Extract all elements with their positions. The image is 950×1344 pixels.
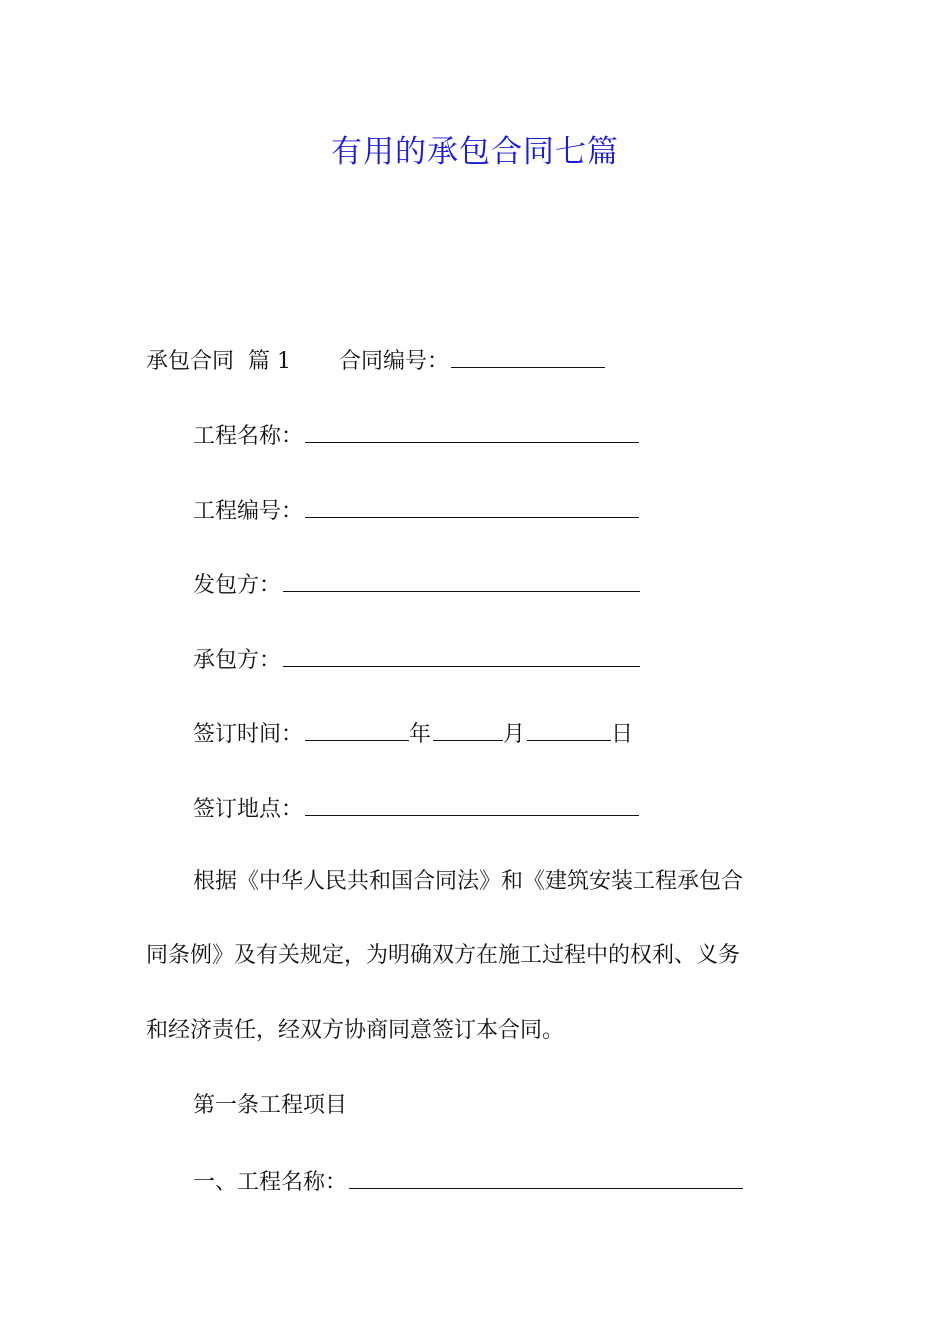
contractor-label: 承包方： xyxy=(193,648,282,673)
contractor-line xyxy=(193,642,640,677)
year-blank xyxy=(305,716,409,741)
sign-place-blank xyxy=(305,791,639,816)
project-no-blank xyxy=(305,493,639,518)
article-1-heading: 第一条工程项目 xyxy=(193,1093,348,1118)
year-label: 年 xyxy=(409,722,432,747)
issuer-label: 发包方： xyxy=(193,573,282,598)
project-no-label: 工程编号： xyxy=(193,499,304,524)
contract-header-line xyxy=(146,343,605,378)
part-label: 篇 1 xyxy=(248,349,292,374)
document-title: 有用的承包合同七篇 xyxy=(331,134,619,170)
body-line-2: 同条例》及有关规定，为明确双方在施工过程中的权利、义务 xyxy=(146,943,741,968)
sign-place-line xyxy=(193,791,639,826)
day-label: 日 xyxy=(611,722,634,747)
article-1-item-1-blank xyxy=(349,1164,743,1189)
sign-time-line xyxy=(193,716,633,751)
issuer-line xyxy=(193,567,640,602)
contract-no-label: 合同编号： xyxy=(339,349,450,374)
sign-place-label: 签订地点： xyxy=(193,797,304,822)
project-name-line xyxy=(193,418,639,453)
contract-no-blank xyxy=(451,343,605,368)
issuer-blank xyxy=(283,567,640,592)
article-1-item-1-label: 一、工程名称： xyxy=(193,1170,348,1195)
project-no-line xyxy=(193,493,639,528)
month-label: 月 xyxy=(503,722,526,747)
body-line-1: 根据《中华人民共和国合同法》和《建筑安装工程承包合 xyxy=(193,869,744,894)
article-1-item-1-line xyxy=(193,1164,743,1199)
section-label: 承包合同 xyxy=(146,349,235,374)
month-blank xyxy=(433,716,503,741)
project-name-label: 工程名称： xyxy=(193,424,304,449)
project-name-blank xyxy=(305,418,639,443)
body-line-3: 和经济责任，经双方协商同意签订本合同。 xyxy=(146,1018,565,1043)
sign-time-label: 签订时间： xyxy=(193,722,304,747)
day-blank xyxy=(527,716,611,741)
contractor-blank xyxy=(283,642,640,667)
